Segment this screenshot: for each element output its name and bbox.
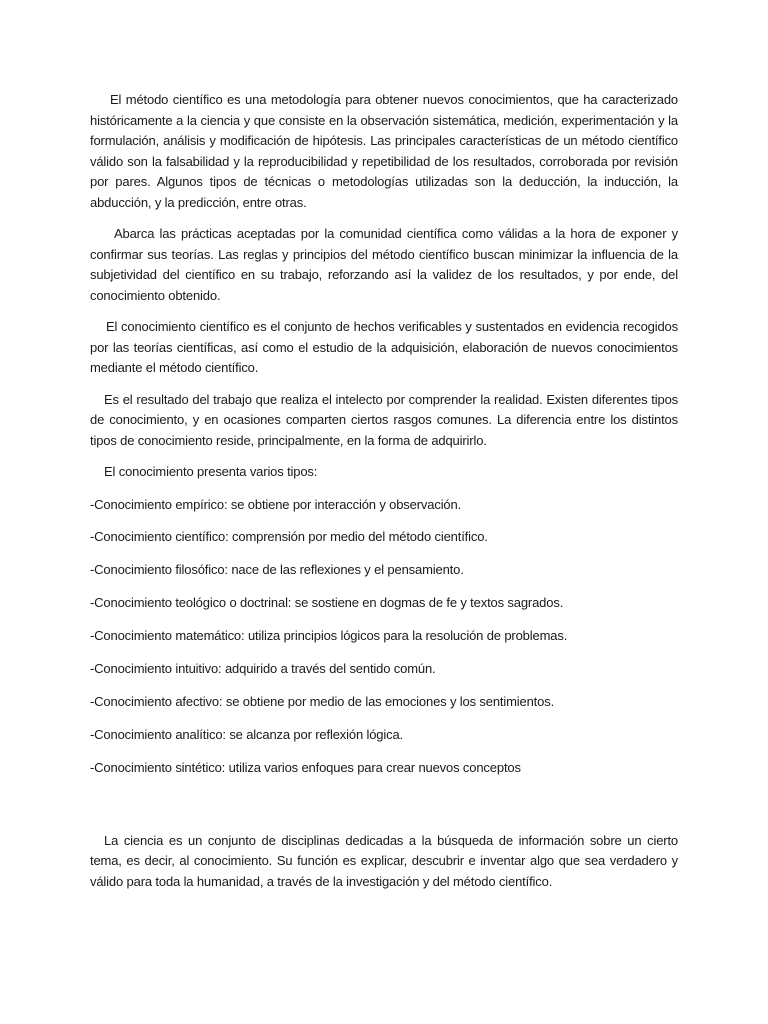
section-spacer — [90, 791, 678, 831]
list-item-intuitivo: -Conocimiento intuitivo: adquirido a través del sentido común. — [90, 660, 436, 676]
list-item-cientifico: -Conocimiento científico: comprensión por medio del método científico. — [90, 529, 488, 545]
paragraph-resultado-intelecto: Es el resultado del trabajo que realiza el intelecto por comprender la realidad. Existen diferentes tipos de conocimiento, y en ocasiones comparten ciertos rasgos comunes. La diferencia entre los distintos tipos de conocimiento reside, principalmente, en la forma de adquirirlo. — [90, 391, 678, 448]
paragraph-la-ciencia: La ciencia es un conjunto de disciplinas dedicadas a la búsqueda de información sobre un cierto tema, es decir, al conocimiento. Su función es explicar, descubrir e inventar algo que sea verdadero y válido para toda la humanidad, a través de la investigación y del método científico. — [90, 832, 678, 889]
paragraph-metodo-cientifico: El método científico es una metodología para obtener nuevos conocimientos, que ha caracterizado históricamente a la ciencia y que consiste en la observación sistemática, medición, experimentación y la formulación, análisis y modificación de hipótesis. Las principales características de un método científico válido son la falsabilidad y la reproducibilidad y repetibilidad de los resultados, corroborada por revisión por pares. Algunos tipos de técnicas o metodologías utilizadas son la deducción, la inducción, la abducción, y la predicción, entre otras. — [90, 92, 678, 210]
document-body — [90, 90, 678, 892]
paragraph-conocimiento-cientifico: El conocimiento científico es el conjunto de hechos verificables y sustentados en evidencia recogidos por las teorías científicas, así como el estudio de la adquisición, elaboración de nuevos conocimientos mediante el método científico. — [90, 319, 678, 375]
list-item-matematico: -Conocimiento matemático: utiliza principios lógicos para la resolución de problemas. — [90, 628, 568, 644]
list-item-sintetico: -Conocimiento sintético: utiliza varios enfoques para crear nuevos conceptos — [90, 759, 521, 775]
knowledge-types-list — [90, 495, 678, 779]
list-item-empirico: -Conocimiento empírico: se obtiene por interacción y observación. — [90, 496, 462, 512]
list-item-filosofico: -Conocimiento filosófico: nace de las reflexiones y el pensamiento. — [90, 562, 464, 578]
types-intro: El conocimiento presenta varios tipos: — [104, 464, 318, 479]
paragraph-practicas-aceptadas: Abarca las prácticas aceptadas por la comunidad científica como válidas a la hora de exponer y confirmar sus teorías. Las reglas y principios del método científico buscan minimizar la influencia de la subjetividad del científico en su trabajo, reforzando así la validez de los resultados, y por ende, del conocimiento obtenido. — [90, 226, 678, 303]
list-item-afectivo: -Conocimiento afectivo: se obtiene por medio de las emociones y los sentimientos. — [90, 693, 555, 709]
list-item-analitico: -Conocimiento analítico: se alcanza por reflexión lógica. — [90, 726, 404, 742]
list-item-teologico: -Conocimiento teológico o doctrinal: se sostiene en dogmas de fe y textos sagrados. — [90, 595, 564, 611]
